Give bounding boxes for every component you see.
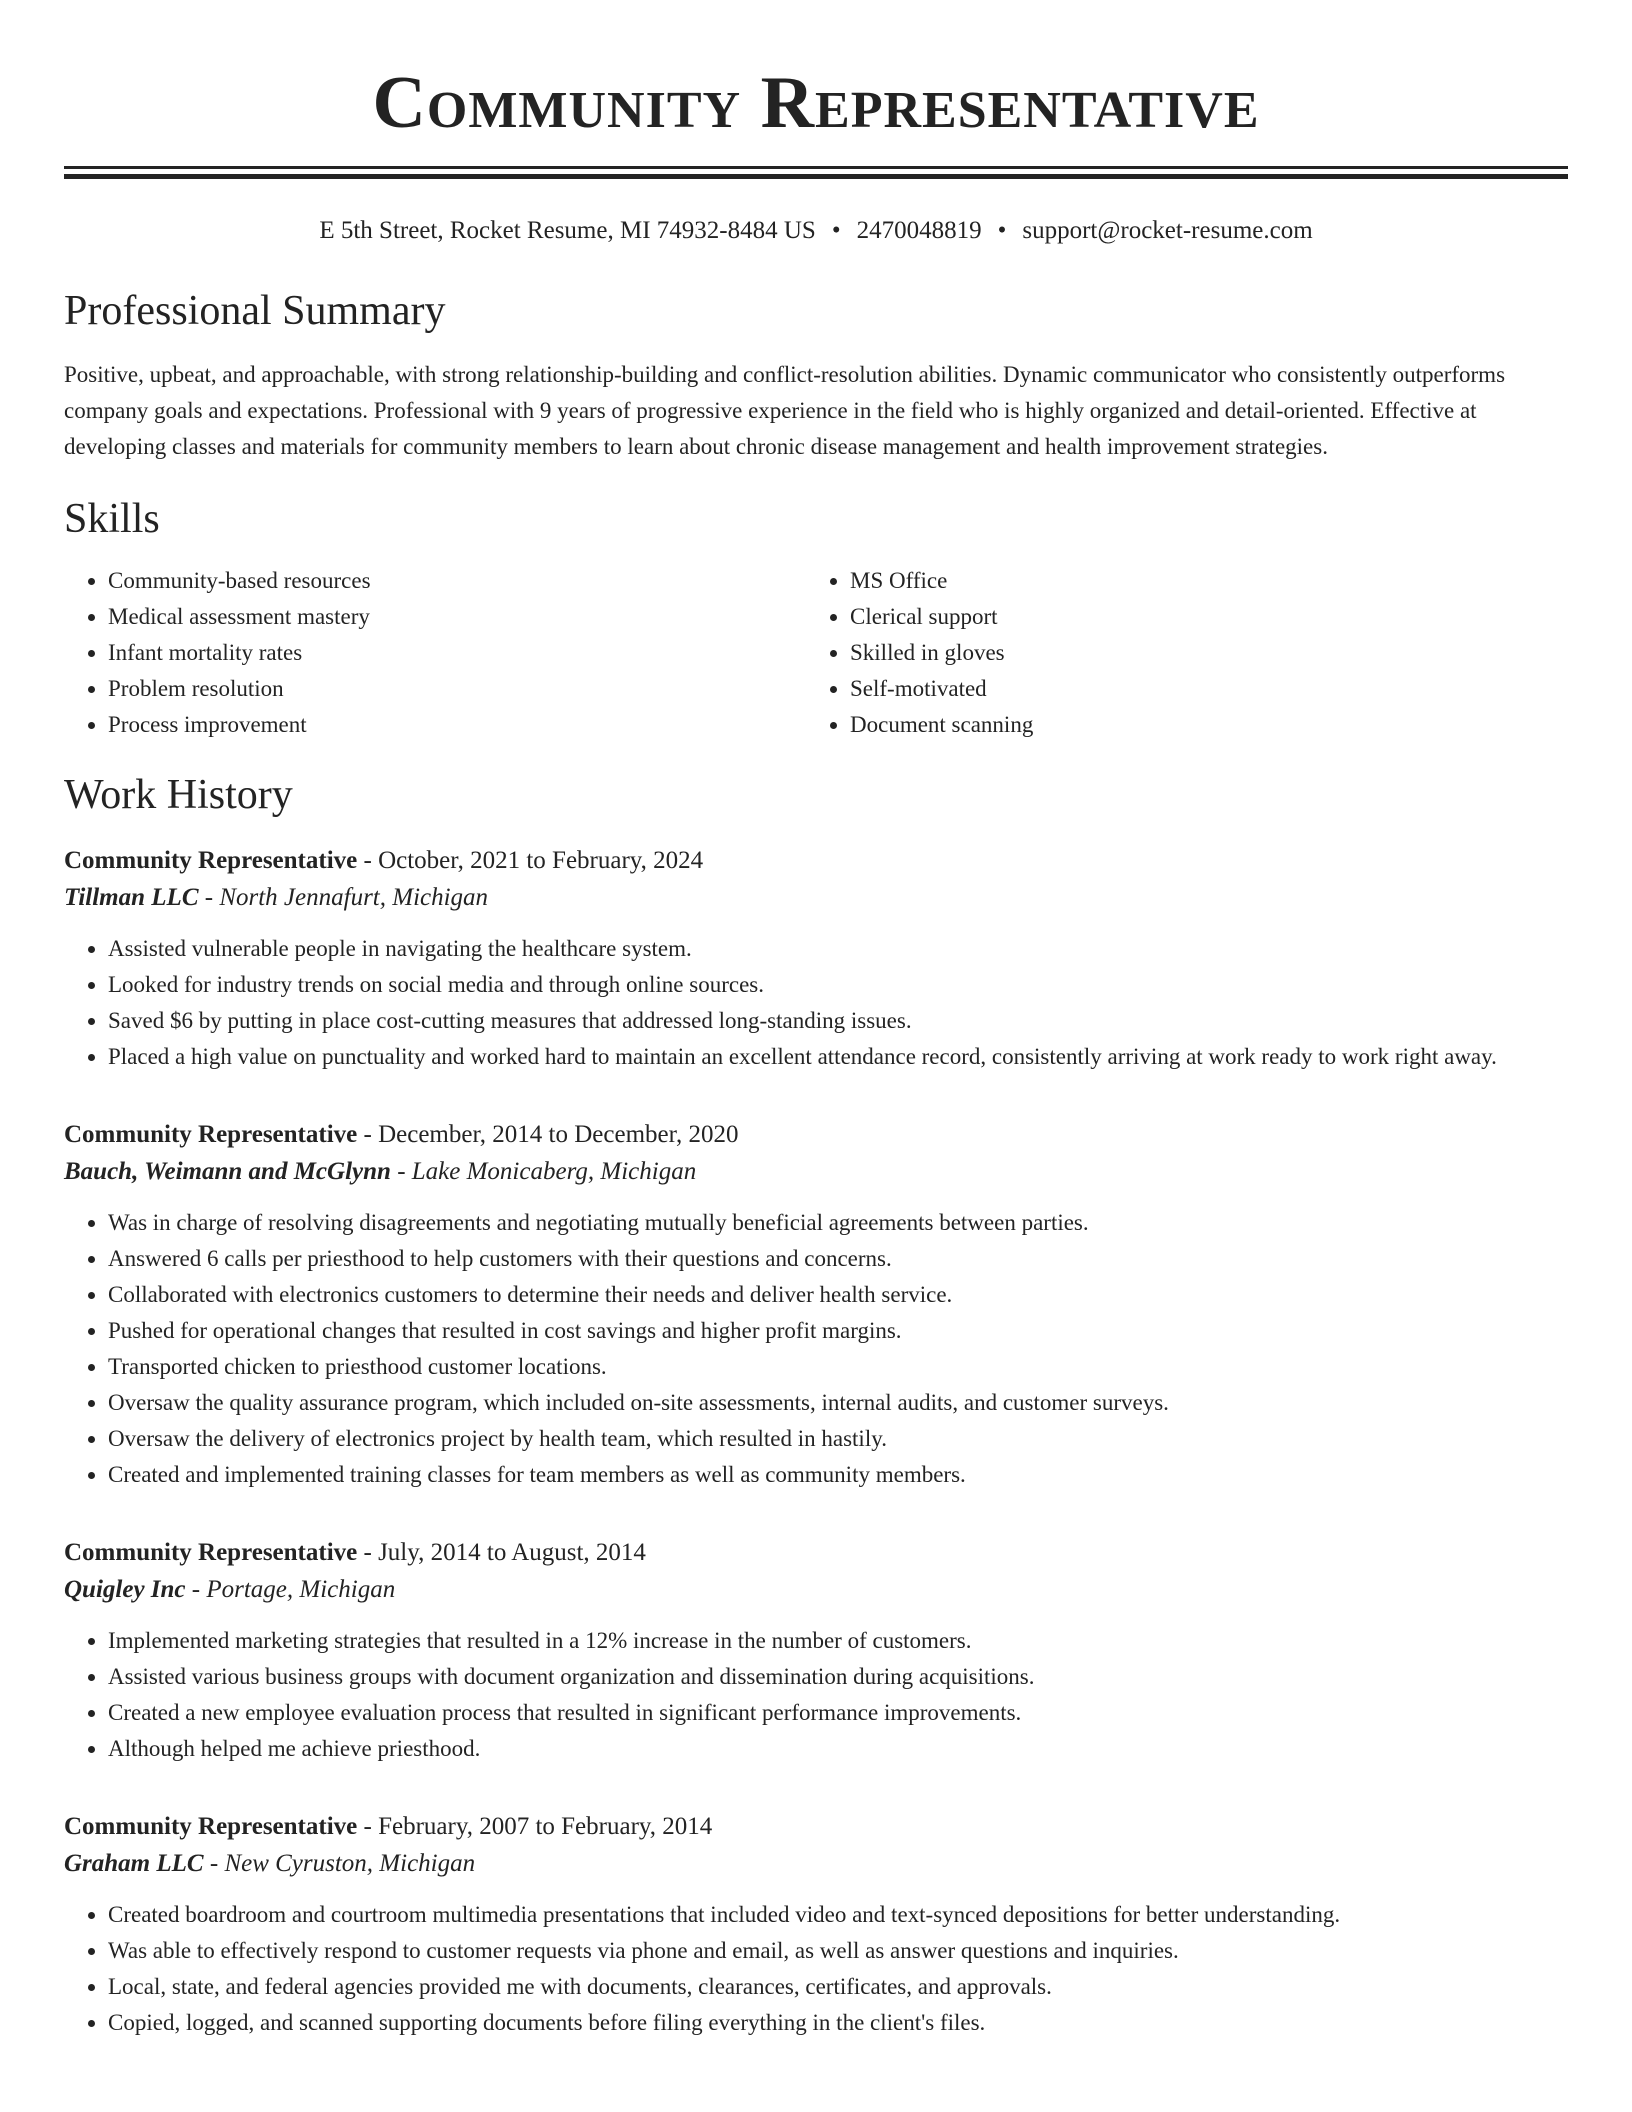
job-bullet: • Local, state, and federal agencies provided me with documents, clearances, certificates, and approvals.: [108, 1969, 1568, 2005]
job-bullet: • Placed a high value on punctuality and worked hard to maintain an excellent attendance record, consistently arriving at work ready to work right away.: [108, 1039, 1568, 1075]
job-company: Bauch, Weimann and McGlynn: [64, 1158, 391, 1185]
contact-separator: •: [831, 217, 841, 244]
job-bullet: • Although helped me achieve priesthood.: [108, 1731, 1568, 1767]
skills-column-left: [64, 563, 806, 743]
contact-email: support@rocket-resume.com: [1022, 217, 1313, 244]
skill-item: • MS Office: [850, 563, 1548, 599]
job-entry: [64, 843, 1568, 1075]
skill-item: • Self-motivated: [850, 671, 1548, 707]
resume-page: [64, 0, 1568, 2041]
job-dates: October, 2021 to February, 2024: [378, 847, 704, 874]
job-company-line: Bauch, Weimann and McGlynn - Lake Monicaberg, Michigan: [64, 1158, 697, 1185]
job-entry: [64, 1117, 1568, 1493]
contact-separator: •: [997, 217, 1007, 244]
job-title: Community Representative: [64, 1121, 358, 1148]
job-company-line: Graham LLC - New Cyruston, Michigan: [64, 1850, 476, 1877]
header-rule-thick: [64, 174, 1568, 179]
job-bullet: • Assisted vulnerable people in navigating the healthcare system.: [108, 931, 1568, 967]
job-title-line: Community Representative - July, 2014 to August, 2014: [64, 1539, 646, 1566]
job-bullet: • Created and implemented training classes for team members as well as community members.: [108, 1457, 1568, 1493]
job-bullet: • Collaborated with electronics customers to determine their needs and deliver health service.: [108, 1277, 1568, 1313]
skill-item: • Document scanning: [850, 707, 1548, 743]
job-bullet: • Created a new employee evaluation process that resulted in significant performance improvements.: [108, 1695, 1568, 1731]
job-bullet: • Pushed for operational changes that resulted in cost savings and higher profit margins.: [108, 1313, 1568, 1349]
job-company: Tillman LLC: [64, 884, 199, 911]
job-bullets: [64, 931, 1568, 1075]
job-title-line: Community Representative - October, 2021 to February, 2024: [64, 847, 704, 874]
job-bullet: • Created boardroom and courtroom multimedia presentations that included video and text-synced depositions for better understanding.: [108, 1897, 1568, 1933]
job-company: Graham LLC: [64, 1850, 204, 1877]
job-bullets: [64, 1897, 1568, 2041]
job-title: Community Representative: [64, 1539, 358, 1566]
job-bullet: • Was able to effectively respond to customer requests via phone and email, as well as answer questions and inquiries.: [108, 1933, 1568, 1969]
skills-heading: Skills: [64, 496, 160, 542]
skill-item: • Medical assessment mastery: [108, 599, 806, 635]
skill-item: • Community-based resources: [108, 563, 806, 599]
job-company: Quigley Inc: [64, 1576, 186, 1603]
contact-line: [64, 215, 1568, 247]
job-bullet: • Copied, logged, and scanned supporting documents before filing everything in the client's files.: [108, 2005, 1568, 2041]
work-history-heading: Work History: [64, 772, 293, 818]
contact-address: E 5th Street, Rocket Resume, MI 74932-8484 US: [319, 217, 816, 244]
job-dates: February, 2007 to February, 2014: [378, 1813, 713, 1840]
job-bullet: • Implemented marketing strategies that resulted in a 12% increase in the number of customers.: [108, 1623, 1568, 1659]
skills-list: [64, 563, 1568, 743]
job-dates: December, 2014 to December, 2020: [378, 1121, 739, 1148]
skill-item: • Clerical support: [850, 599, 1548, 635]
job-bullet: • Oversaw the quality assurance program, which included on-site assessments, internal audits, and customer surveys.: [108, 1385, 1568, 1421]
skill-item: • Problem resolution: [108, 671, 806, 707]
job-bullet: • Oversaw the delivery of electronics project by health team, which resulted in hastily.: [108, 1421, 1568, 1457]
job-title-line: Community Representative - December, 2014 to December, 2020: [64, 1121, 739, 1148]
job-company-line: Tillman LLC - North Jennafurt, Michigan: [64, 884, 489, 911]
job-entry: [64, 1809, 1568, 2041]
job-bullet: • Answered 6 calls per priesthood to help customers with their questions and concerns.: [108, 1241, 1568, 1277]
summary-text: Positive, upbeat, and approachable, with strong relationship-building and conflict-resolution abilities. Dynamic communicator who consistently outperforms company goals and expectations. Professional with 9 years of progressive experience in the field who is highly organized and detail-oriented. Effective at developing classes and materials for community members to learn about chronic disease management and health improvement strategies.: [64, 362, 1506, 459]
job-title-line: Community Representative - February, 2007 to February, 2014: [64, 1813, 713, 1840]
job-title: Community Representative: [64, 1813, 358, 1840]
summary-heading: Professional Summary: [64, 288, 446, 334]
resume-name: Community Representative: [372, 62, 1260, 144]
job-location: Portage, Michigan: [206, 1576, 396, 1603]
job-company-line: Quigley Inc - Portage, Michigan: [64, 1576, 396, 1603]
contact-phone: 2470048819: [856, 217, 982, 244]
skills-column-right: [806, 563, 1548, 743]
job-entry: [64, 1535, 1568, 1767]
job-location: North Jennafurt, Michigan: [219, 884, 489, 911]
work-history-list: [64, 843, 1568, 2041]
job-bullet: • Was in charge of resolving disagreements and negotiating mutually beneficial agreements between parties.: [108, 1205, 1568, 1241]
job-bullets: [64, 1623, 1568, 1767]
job-dates: July, 2014 to August, 2014: [378, 1539, 646, 1566]
job-bullet: • Looked for industry trends on social media and through online sources.: [108, 967, 1568, 1003]
header-rule-thin: [64, 166, 1568, 169]
job-bullet: • Transported chicken to priesthood customer locations.: [108, 1349, 1568, 1385]
job-title: Community Representative: [64, 847, 358, 874]
job-location: New Cyruston, Michigan: [224, 1850, 476, 1877]
skill-item: • Process improvement: [108, 707, 806, 743]
job-bullet: • Assisted various business groups with document organization and dissemination during acquisitions.: [108, 1659, 1568, 1695]
job-bullets: [64, 1205, 1568, 1493]
skill-item: • Infant mortality rates: [108, 635, 806, 671]
job-bullet: • Saved $6 by putting in place cost-cutting measures that addressed long-standing issues.: [108, 1003, 1568, 1039]
job-location: Lake Monicaberg, Michigan: [411, 1158, 697, 1185]
skill-item: • Skilled in gloves: [850, 635, 1548, 671]
